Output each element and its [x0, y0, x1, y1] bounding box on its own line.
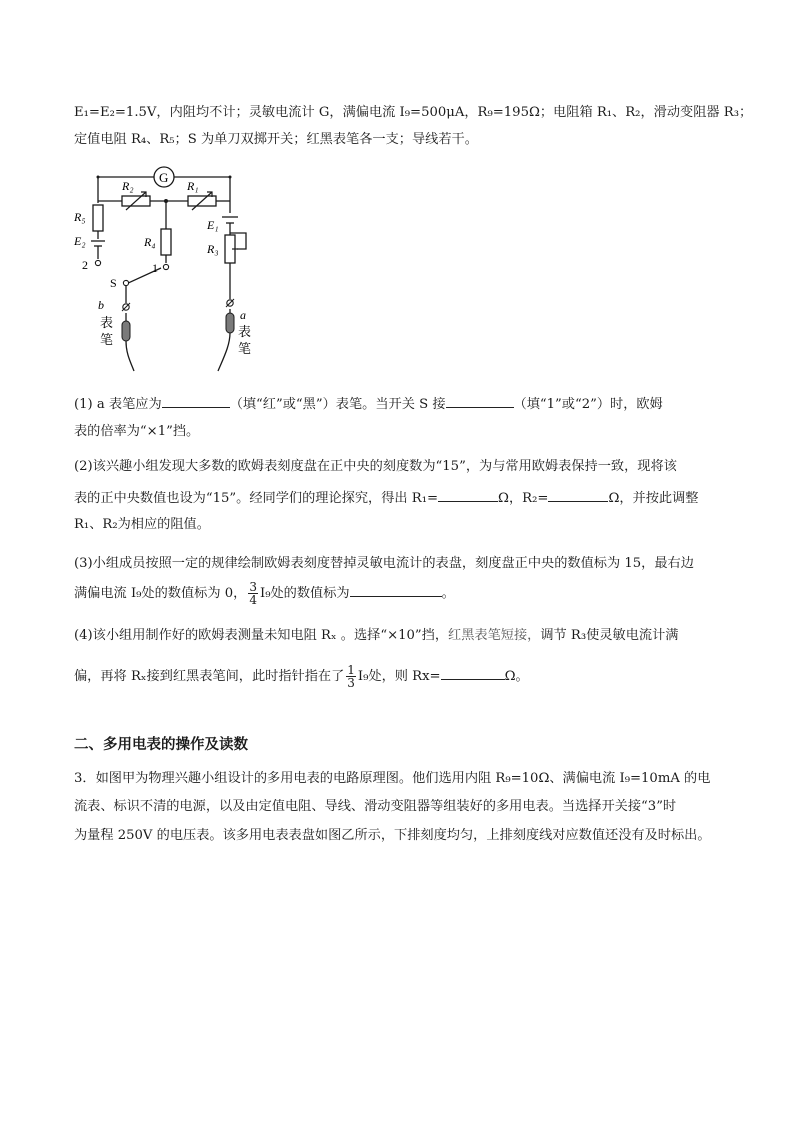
- switch-label: S: [110, 276, 117, 290]
- question-4-line-1: (4)该小组用制作好的欧姆表测量未知电阻 Rₓ 。选择“×10”挡，红黑表笔短接，调节 R₃使灵敏电流计满: [74, 628, 679, 643]
- question-3-line-1: (3)小组成员按照一定的规律绘制欧姆表刻度替掉灵敏电流计的表盘，刻度盘正中央的数值标为 15，最右边: [74, 556, 694, 571]
- question-5-line-1: 3．如图甲为物理兴趣小组设计的多用电表的电路原理图。他们选用内阻 R₉=10Ω、满偏电流 I₉=10mA 的电: [74, 771, 711, 786]
- section-heading: 二、多用电表的操作及读数: [74, 737, 248, 753]
- answer-blank: [446, 393, 514, 408]
- answer-blank: [162, 393, 230, 408]
- probe-b-text-1: 表: [100, 315, 114, 330]
- probe-b-label: b: [98, 298, 104, 312]
- probe-a-text-2: 笔: [238, 341, 252, 356]
- question-2-line-3: R₁、R₂为相应的阻值。: [74, 517, 210, 532]
- circuit-diagram: [66, 163, 281, 378]
- intro-line-1: E₁=E₂=1.5V，内阻均不计；灵敏电流计 G，满偏电流 I₉=500μA，R₉=195Ω；电阻箱 R₁、R₂，滑动变阻器 R₃；: [74, 105, 753, 120]
- fraction-three-quarters: $\frac{3}{4}$: [249, 580, 257, 607]
- question-2-line-1: (2)该兴趣小组发现大多数的欧姆表刻度盘在正中央的刻度数为“15”，为与常用欧姆表保持一致，现将该: [74, 459, 677, 474]
- question-4-line-2: 偏，再将 Rₓ接到红黑表笔间，此时指针指在了 $\frac{1}{3}$ I₉处，则 Rx= Ω。: [74, 663, 529, 690]
- probe-a-label: a: [240, 308, 246, 322]
- probe-b-text-2: 笔: [100, 332, 114, 347]
- question-3-line-2: 满偏电流 I₉处的数值标为 0， $\frac{3}{4}$ I₉处的数值标为 。: [74, 580, 455, 607]
- fraction-one-third: $\frac{1}{3}$: [347, 663, 355, 690]
- answer-blank: [350, 582, 442, 597]
- label-r2: R₂: [122, 179, 134, 193]
- answer-blank: [438, 487, 498, 502]
- galvanometer-label: G: [159, 170, 169, 185]
- label-r3: R₃: [207, 242, 219, 256]
- label-r1: R₁: [187, 179, 199, 193]
- label-r5: R₅: [74, 210, 86, 224]
- label-e1: E₁: [207, 218, 219, 232]
- terminal-2-label: 2: [82, 258, 88, 272]
- question-1-line-1: (1) a 表笔应为 （填“红”或“黑”）表笔。当开关 S 接 （填“1”或“2”）时，欧姆: [74, 393, 734, 415]
- answer-blank: [548, 487, 608, 502]
- answer-blank: [441, 665, 505, 680]
- question-5-line-3: 为量程 250V 的电压表。该多用电表表盘如图乙所示，下排刻度均匀，上排刻度线对应数值还没有及时标出。: [74, 828, 711, 843]
- label-e2: E₂: [74, 234, 86, 248]
- question-2-line-2: 表的正中央数值也设为“15”。经同学们的理论探究，得出 R₁= Ω，R₂= Ω，并按此调整: [74, 487, 734, 509]
- question-1-line-2: 表的倍率为“×1”挡。: [74, 424, 200, 439]
- terminal-1-label: 1: [152, 261, 158, 275]
- question-5-line-2: 流表、标识不清的电源，以及由定值电阻、导线、滑动变阻器等组装好的多用电表。当选择开关接“3”时: [74, 799, 677, 814]
- label-r4: R₄: [144, 235, 156, 249]
- intro-line-2: 定值电阻 R₄、R₅；S 为单刀双掷开关；红黑表笔各一支；导线若干。: [74, 132, 478, 147]
- probe-a-text-1: 表: [238, 324, 252, 339]
